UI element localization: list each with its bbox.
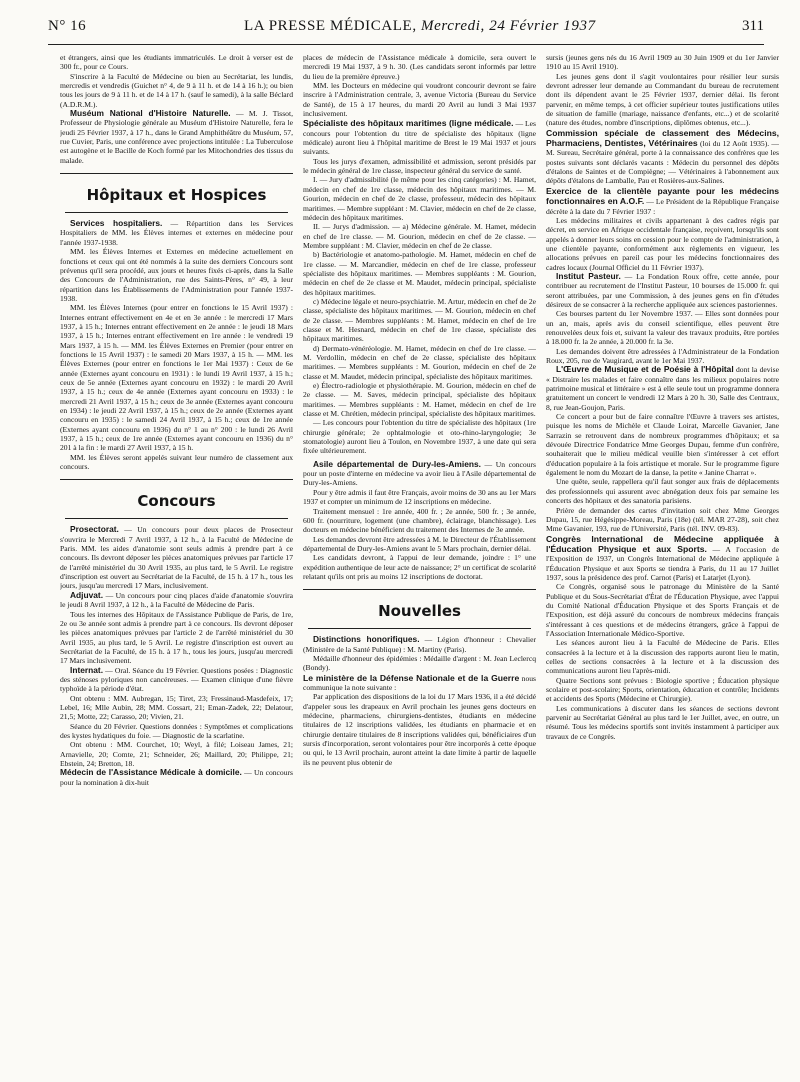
- article-medecin: [60, 768, 293, 787]
- paragraph: Séance du 20 Février. Questions données : Symptômes et complications des kystes hydatiques du foie. — Diagnostic de la scarlatine.: [60, 721, 293, 740]
- paragraph: Les communications à discuter dans les séances de sections devront parvenir au Secrétariat Général au plus tard le 1er Juillet, avec, en outre, un résumé. Tous les médecins sportifs sont invités instamment à participer aux travaux de ce Congrès.: [546, 703, 779, 741]
- section-rule: [308, 628, 532, 629]
- paragraph: places de médecin de l'Assistance médicale à domicile, sera ouvert le mercredi 19 Mai 1937, à 9 h. 30. (Les candidats seront informés par lettre du lieu de la première épreuve.): [303, 53, 536, 81]
- paragraph: et étrangers, ainsi que les étudiants immatriculés. Le droit à verser est de 300 fr., pour ce Cours.: [60, 53, 293, 72]
- paragraph: MM. les Docteurs en médecine qui voudront concourir devront se faire inscrire à l'Administration centrale, 3, avenue Victoria (Bureau du Service de Santé), de 15 à 17 heures, du mardi 20 Avril au lundi 3 Mai 1937 inclusivement.: [303, 81, 536, 119]
- paragraph: Traitement mensuel : 1re année, 400 fr. ; 2e année, 500 fr. ; 3e année, 600 fr. (nourriture, logement (une chambre), éclairage, blanchissage). Les docteurs en médecine bénéficient du traitement des Internes de 3e année.: [303, 506, 536, 535]
- article-body: — Un concours pour un poste d'interne en médecine va avoir lieu à l'Asile départemental de Dury-les-Amiens.: [303, 459, 536, 488]
- journal-title: [244, 18, 596, 34]
- article-heading: Distinctions honorifiques.: [313, 634, 420, 645]
- section-title: Hôpitaux et Hospices: [86, 186, 267, 205]
- paragraph: Les candidats devront, à l'appui de leur demande, joindre : 1° une expédition authentique de leur acte de naissance; 2° un certificat de scolarité relatant qu'ils ont pris au moins 12 inscriptions de doctorat.: [303, 553, 536, 581]
- article-pasteur: [546, 272, 779, 309]
- paragraph: Quatre Sections sont prévues : Biologie sportive ; Éducation physique scolaire et post-scolaire; Sports, orientation, éducation et contrôle; Incidents et accidents des Sports (Médecine et Chirurgie).: [546, 675, 779, 704]
- article-heading: Commission spéciale de classement des Médecins, Pharmaciens, Dentistes, Vétérinaires: [546, 127, 779, 149]
- article-heading: Prosectorat.: [70, 524, 119, 535]
- article-heading: Muséum National d'Histoire Naturelle.: [70, 108, 231, 119]
- article-body: — Oral. Séance du 19 Février. Questions posées : Diagnostic des sténoses pyloriques non cancéreuses. — Examen clinique d'une fièvre typhoïde à la période d'état.: [60, 665, 293, 694]
- article-specialiste: [303, 118, 536, 156]
- article-asile: [303, 460, 536, 488]
- article-internat: [60, 666, 293, 694]
- paragraph: I. — Jury d'admissibilité (le même pour les cinq catégories) : M. Hamet, médecin en chef de 1re classe, médecin des hôpitaux maritimes. — M. Gourion, médecin en chef de 2e classe, professeur, médecin des hôpitaux maritimes. — Membre suppléant : M. Clavier, médecin en chef de 2e classe, médecin des hôpitaux maritimes.: [303, 175, 536, 222]
- article-heading: Adjuvat.: [70, 589, 104, 600]
- article-body: — La Fondation Roux offre, cette année, pour contribuer au recrutement de l'Institut Pasteur, 10 bourses de 15.000 fr. qui seront attribuées, par une Commission, à des jeunes gens en fin d'études désireux de se consacrer à la recherche appliquée aux sciences pastoriennes.: [546, 271, 779, 309]
- article-body: — Répartition dans les Services Hospitaliers de MM. les Élèves internes et externes en médecine pour l'année 1937-1938.: [60, 219, 293, 247]
- paragraph: — Les concours pour l'obtention du titre de spécialiste des hôpitaux (1re chirurgie générale; 2e ophtalmologie et oto-rhino-laryngologie; 3e stomatologie) auront lieu à Toulon, en Novembre 1937, à une date qui sera fixée ultérieurement.: [303, 418, 536, 456]
- article-exercice: [546, 186, 779, 216]
- paragraph: Les demandes devront être adressées à M. le Directeur de l'Établissement départemental de Dury-les-Amiens avant le 5 Mars prochain, dernier délai.: [303, 534, 536, 553]
- article-heading: L'Œuvre de Musique et de Poésie à l'Hôpital: [556, 364, 734, 375]
- article-ministere: [303, 673, 536, 693]
- article-body: dont la devise « Distraire les malades et faire connaître dans les milieux populaires notre patrimoine musical et littéraire » est à elle seule tout un programme donnera gratuitement un concert le vendredi 12 Mars à 20 h. 30, Salle des Centraux, 8, rue Jean-Goujon, Paris.: [546, 365, 779, 412]
- article-body: — Un concours pour la nomination à dix-huit: [60, 768, 293, 787]
- page-header: [48, 12, 764, 46]
- section-title: Nouvelles: [378, 602, 461, 621]
- article-adjuvat: [60, 591, 293, 610]
- article-heading: Asile départemental de Dury-les-Amiens.: [313, 458, 481, 469]
- paragraph: MM. les Élèves seront appelés suivant leur numéro de classement aux concours.: [60, 452, 293, 472]
- paragraph: b) Bactériologie et anatomo-pathologie. M. Hamet, médecin en chef de 1re classe. — M. Marcandier, médecin en chef de 1re classe, professeur spécialiste des hôpitaux maritimes. — Membres suppléants : M. Gourion, médecin en chef de 2e classe et M. Maudet, médecin principal, spécialiste des hôpitaux maritimes.: [303, 250, 536, 297]
- issue-number: N° 16: [48, 18, 87, 34]
- paragraph: II. — Jurys d'admission. — a) Médecine générale. M. Hamet, médecin en chef de 1re classe. — M. Gourion, médecin en chef de 2e classe. — Membre suppléant : M. Clavier, médecin en chef de 2e classe.: [303, 222, 536, 250]
- article-heading: Spécialiste des hôpitaux maritimes (ligne médicale.: [303, 118, 514, 129]
- section-title: Concours: [137, 492, 216, 511]
- article-museum: [60, 109, 293, 165]
- page-number: 311: [742, 18, 764, 34]
- paragraph: Tous les internes des Hôpitaux de l'Assistance Publique de Paris, de 1re, 2e ou 3e année sont admis à prendre part à ce concours. Ils devront déposer les pièces anatomiques prévues par l'article 2 de l'arrêté ministériel du 30 Avril 1935, au plus tard, le 5 Avril. Le registre d'inscription est ouvert au Secrétariat de la Faculté, de 15 h. à 17 h., tous les jours, jusqu'au mercredi 17 Mars inclusivement.: [60, 609, 293, 666]
- article-heading: Institut Pasteur.: [556, 270, 621, 281]
- issue-date: Mercredi, 24 Février 1937: [421, 18, 596, 34]
- section-header-hopitaux: [60, 173, 293, 213]
- article-heading: Médecin de l'Assistance Médicale à domicile.: [60, 767, 242, 778]
- paragraph: Ces bourses partent du 1er Novembre 1937. — Elles sont données pour un an, mais, après avis du conseil scientifique, elles peuvent être renouvelées deux fois et, suivant la valeur des travaux produits, être portées à 18.000 fr. la 2e année, à 20.000 fr. la 3e.: [546, 309, 779, 347]
- paragraph: Les jeunes gens dont il s'agit voulontaires pour résilier leur sursis devront adresser leur demande au Commandant du bureau de recrutement dont ils dépendent avant le 25 Février 1937, dernier délai. Ils feront parvenir, en même temps, à cet officier supérieur toutes justifications utiles de situation de famille (mariage, naissance d'enfants, etc...) et de scolarité (nature des études, nombre d'inscriptions, diplômes obtenus, etc...).: [546, 71, 779, 128]
- article-heading: Congrès International de Médecine appliquée à l'Éducation Physique et aux Sports.: [546, 533, 779, 554]
- column-3: [546, 53, 779, 1073]
- article-body: — A l'occasion de l'Exposition de 1937, un Congrès International de Médecine appliquée à l'Éducation Physique et aux Sports se tiendra à Paris, du 11 au 17 Juillet 1937, sous la présidence des prof. Carnot (Paris) et Latarjet (Lyon).: [546, 544, 779, 582]
- article-body: — M. J. Tissot, Professeur de Physiologie générale au Muséum d'Histoire Naturelle, fera le jeudi 25 Février 1937, à 17 h., dans le Grand Amphithéâtre du Muséum, 57, rue Cuvier, Paris, une conférence avec projections intitulée : La Tuberculose est autogène et le Bacille de Koch formé par les Mitochondries des tissus du malade.: [60, 109, 293, 165]
- section-rule: [65, 518, 289, 519]
- paragraph: MM. les Élèves Internes et Externes en médecine actuellement en fonctions et ceux qui ont été nommés à la suite des derniers Concours sont prévenus qu'il sera procédé, aux jours et heures fixés ci-après, dans la Salle des Concours de l'Administration, rue des Saints-Pères, n° 49, à leur répartition dans les Établissements de l'Administration pour l'année 1937-1938.: [60, 247, 293, 303]
- paragraph: S'inscrire à la Faculté de Médecine ou bien au Secrétariat, les lundis, mercredis et vendredis (Guichet n° 4, de 9 à 11 h. et de 14 à 16 h.); ou bien tous les jours de 9 à 11 h. et de 14 à 17 h. (sauf le samedi), à la salle Béclard (A.D.R.M.).: [60, 71, 293, 109]
- article-heading: Exercice de la clientèle payante pour les médecins fonctionnaires en A.O.F.: [546, 185, 779, 207]
- column-1: [60, 53, 293, 1073]
- paragraph: e) Électro-radiologie et physiothérapie. M. Gourion, médecin en chef de 2e classe. — M. Saves, médecin principal, spécialiste des hôpitaux maritimes. — Membres suppléants : M. Hamet, médecin en chef de 1re classe et M. Chrétien, médecin principal, spécialiste des hôpitaux maritimes.: [303, 381, 536, 419]
- paragraph: Les séances auront lieu à la Faculté de Médecine de Paris. Elles consacrées à la lecture et à la discussion des rapports auront lieu le matin, celles de sections consacrées à la lecture et à la discussion des communications auront lieu l'après-midi.: [546, 638, 779, 676]
- paragraph: Ce concert a pour but de faire connaître l'Œuvre à travers ses artistes, puisque les noms de Michèle et Claude Loirat, Marcelle Gavanier, Jane Sarrazin se retrouvent dans de nombreux programmes d'hôpitaux; et sa dévouée Directrice Fondatrice Mme Georges Dupau, femme d'un confrère, souhaiterait que le milieu médical veuille bien s'intéresser à cet effort d'éducation populaire à la fois artistique et morale. Sur le programme figure également le nom du Mozart de la danse, la petite « Janine Charrat ».: [546, 412, 779, 478]
- paragraph: Ont obtenu : MM. Aubregan, 15; Tiret, 23; Fressinaud-Masdefeix, 17; Lebel, 16; Mlle Aubin, 28; MM. Cossart, 21; Eman-Zadek, 22; Delatour, 21,5; Motte, 22; Carasso, 20; Vivien, 21.: [60, 693, 293, 722]
- article-body: (loi du 12 Août 1935). — M. Sureau, Secrétaire général, porte à la connaissance des confrères que les postes suivants sont déclarés vacants : Médecin du personnel des dépôts d'étalons de Saintes et de Compiègne; — Vétérinaires à l'abonnement aux dépôts d'étalons de Lamballe, Pau et Rosières-aux-Salines.: [546, 139, 779, 186]
- article-heading: Le ministère de la Défense Nationale et de la Guerre: [303, 672, 520, 683]
- column-2: [303, 53, 536, 1073]
- article-heading: Internat.: [70, 664, 104, 675]
- article-body: nous communique la note suivante :: [303, 673, 536, 692]
- header-rule: [48, 44, 764, 45]
- article-body: — Les concours pour l'obtention du titre de spécialiste des hôpitaux (ligne médicale) auront lieu à l'hôpital maritime de Brest le 19 Mai 1937 et jours suivants.: [303, 119, 536, 157]
- article-services: [60, 219, 293, 247]
- paragraph: Tous les jurys d'examen, admissibilité et admission, seront présidés par le médecin général de 1re classe, inspecteur général du service de santé.: [303, 156, 536, 176]
- paragraph: Médaille d'honneur des épidémies : Médaille d'argent : M. Jean Leclercq (Bondy).: [303, 653, 536, 673]
- article-congres: [546, 534, 779, 583]
- article-distinctions: [303, 635, 536, 654]
- paragraph: Par application des dispositions de la loi du 17 Mars 1936, il a été décidé d'appeler sous les drapeaux en Avril prochain les jeunes gens docteurs en médecine, pharmaciens, chirurgiens-dentistes, étudiants en médecine titulaires de 12 inscriptions validées, les étudiants en pharmacie et en chirurgie dentaire titulaires de 8 inscriptions validées qui, bénéficiaires d'un sursis d'incorporation, seront volontaires pour être incorporés à cette époque ou qui, le 13 Avril prochain, auront atteint la date limite à partir de laquelle ils ne peuvent plus obtenir de: [303, 692, 536, 767]
- article-oeuvre: [546, 365, 779, 412]
- section-header-nouvelles: [303, 589, 536, 629]
- paragraph: Une quête, seule, rappellera qu'il faut songer aux frais de déplacements des professionnels qui assurent avec abnégation deux fois par semaine les concerts des hôpitaux et des sanatoria parisiens.: [546, 477, 779, 506]
- paragraph: sursis (jeunes gens nés du 16 Avril 1909 au 30 Juin 1909 et du 1er Janvier 1910 au 15 Avril 1910).: [546, 53, 779, 72]
- paragraph: MM. les Élèves Internes (pour entrer en fonctions le 15 Avril 1937) : Internes entrant effectivement en 4e et en 3e année : le mercredi 17 Mars 1937, à 15 h.; Internes entrant effectivement en 2e année : le jeudi 18 Mars 1937, à 15 h.; Internes entrant effectivement en 1re année : le vendredi 19 Mars 1937, à 15 h. — MM. les Élèves Externes en Premier (pour entrer en fonctions le 15 Avril 1937) : le samedi 20 Mars 1937, à 15 h. — MM. les Élèves Externes (pour entrer en fonctions le 1er Mai 1937) : Ceux de 6e année (Externes ayant concouru en 1931) : le lundi 19 Avril 1937, à 15 h.; ceux de 5e année (Externes ayant concouru en 1932) : le mardi 20 Avril 1937, à 15 h.; ceux de 4e année (Externes ayant concouru en 1933) : le mercredi 21 Avril 1937, à 15 h.; ceux de 3e année (Externes ayant concouru en 1934) : le jeudi 22 Avril 1937, à 15 h.; ceux de 2e année (Externes ayant concouru en 1935) : le samedi 24 Avril 1937, à 15 h.; ceux de 1re année (Externes ayant concouru en 1936) du n° 1 au n° 200 : le lundi 26 Avril 1937, à 15 h.; ceux de 1re année (Externes ayant concouru en 1936) du n° 201 à la fin : le mardi 27 Avril 1937, à 15 h.: [60, 303, 293, 453]
- paragraph: Pour y être admis il faut être Français, avoir moins de 30 ans au 1er Mars 1937 et compter un minimum de 12 inscriptions en médecine.: [303, 487, 536, 507]
- article-body: — Un concours pour cinq places d'aide d'anatomie s'ouvrira le jeudi 8 Avril 1937, à 12 h., à la Faculté de Médecine de Paris.: [60, 590, 293, 610]
- paragraph: Ont obtenu : MM. Courchet, 10; Weyl, à filé; Loiseau James, 21; Arnavielle, 20; Comte, 21; Schneider, 26; Maillard, 20; Philippe, 21; Ebstein, 24; Bretton, 18.: [60, 740, 293, 768]
- article-prosectorat: [60, 525, 293, 590]
- paragraph: Les demandes doivent être adressées à l'Administrateur de la Fondation Roux, 205, rue de Vaugirard, avant le 1er Mai 1937.: [546, 346, 779, 365]
- article-body: — Légion d'honneur : Chevalier (Ministère de la Santé Publique) : M. Martiny (Paris).: [303, 635, 536, 654]
- article-body: — Le Président de la République Française décrète à la date du 7 Février 1937 :: [546, 197, 779, 216]
- paragraph: Prière de demander des cartes d'invitation soit chez Mme Georges Dupau, 15, rue Hégésippe-Moreau, Paris (18e) (tél. MAR 27-28), soit chez Mme Gavanier, 193, rue de l'Université, Paris (tél. INV. 09-83).: [546, 505, 779, 534]
- article-body: — Un concours pour deux places de Prosecteur s'ouvrira le Mercredi 7 Avril 1937, à 12 h., à la Faculté de Médecine de Paris. MM. les aides d'anatomie sont seuls admis à prendre part à ce concours. Ils devront déposer les pièces anatomiques prévues par l'article 17 de l'arrêté ministériel du 30 Avril 1935, au plus tard, le 5 Avril. Le registre d'inscription est ouvert au Secrétariat de la Faculté, de 15 h. à 17 h., tous les jours, jusqu'au mercredi 17 Mars, inclusivement.: [60, 525, 293, 591]
- article-heading: Services hospitaliers.: [70, 218, 163, 229]
- paragraph: Les médecins militaires et civils appartenant à des cadres régis par décret, en service en Afrique occidentale française, reçoivent, lorsqu'ils sont appelés à donner leurs soins en cession pour le compte de l'administration, à une clientèle payante, conformément aux règlements en vigueur, les allocations prévues en pareil cas pour les médecins fonctionnaires des cadres locaux (Journal Officiel du 11 Février 1937).: [546, 215, 779, 272]
- paragraph: c) Médecine légale et neuro-psychiatrie. M. Artur, médecin en chef de 2e classe, spécialiste des hôpitaux maritimes. — M. Gourion, médecin en chef de 2e classe. — Membres suppléants : M. Hamet, médecin en chef de 1re classe et M. Hesnard, médecin en chef de 1re classe, spécialiste des hôpitaux maritimes.: [303, 296, 536, 344]
- journal-name: LA PRESSE MÉDICALE,: [244, 18, 417, 34]
- section-rule: [65, 212, 289, 213]
- paragraph: Ce Congrès, organisé sous le patronage du Ministère de la Santé Publique et du Sous-Secrétariat d'État de l'Éducation Physique, avec l'appui du Comité National d'Éducation Physique et des Sports Français et de l'Exposition, est déjà assuré du concours de nombreux médecins français s'intéressant à ces questions et de médecins étrangers, grâce à l'appui de l'Association Internationale Médico-Sportive.: [546, 582, 779, 638]
- paragraph: d) Dermato-vénéréologie. M. Hamet, médecin en chef de 1re classe. — M. Verdollin, médecin en chef de 2e classe, spécialiste des hôpitaux maritimes. — Membres suppléants : M. Gourion, médecin en chef de 2e classe et M. Maudet, médecin principal, spécialiste des hôpitaux maritimes.: [303, 343, 536, 381]
- section-header-concours: [60, 479, 293, 519]
- article-commission: [546, 128, 779, 186]
